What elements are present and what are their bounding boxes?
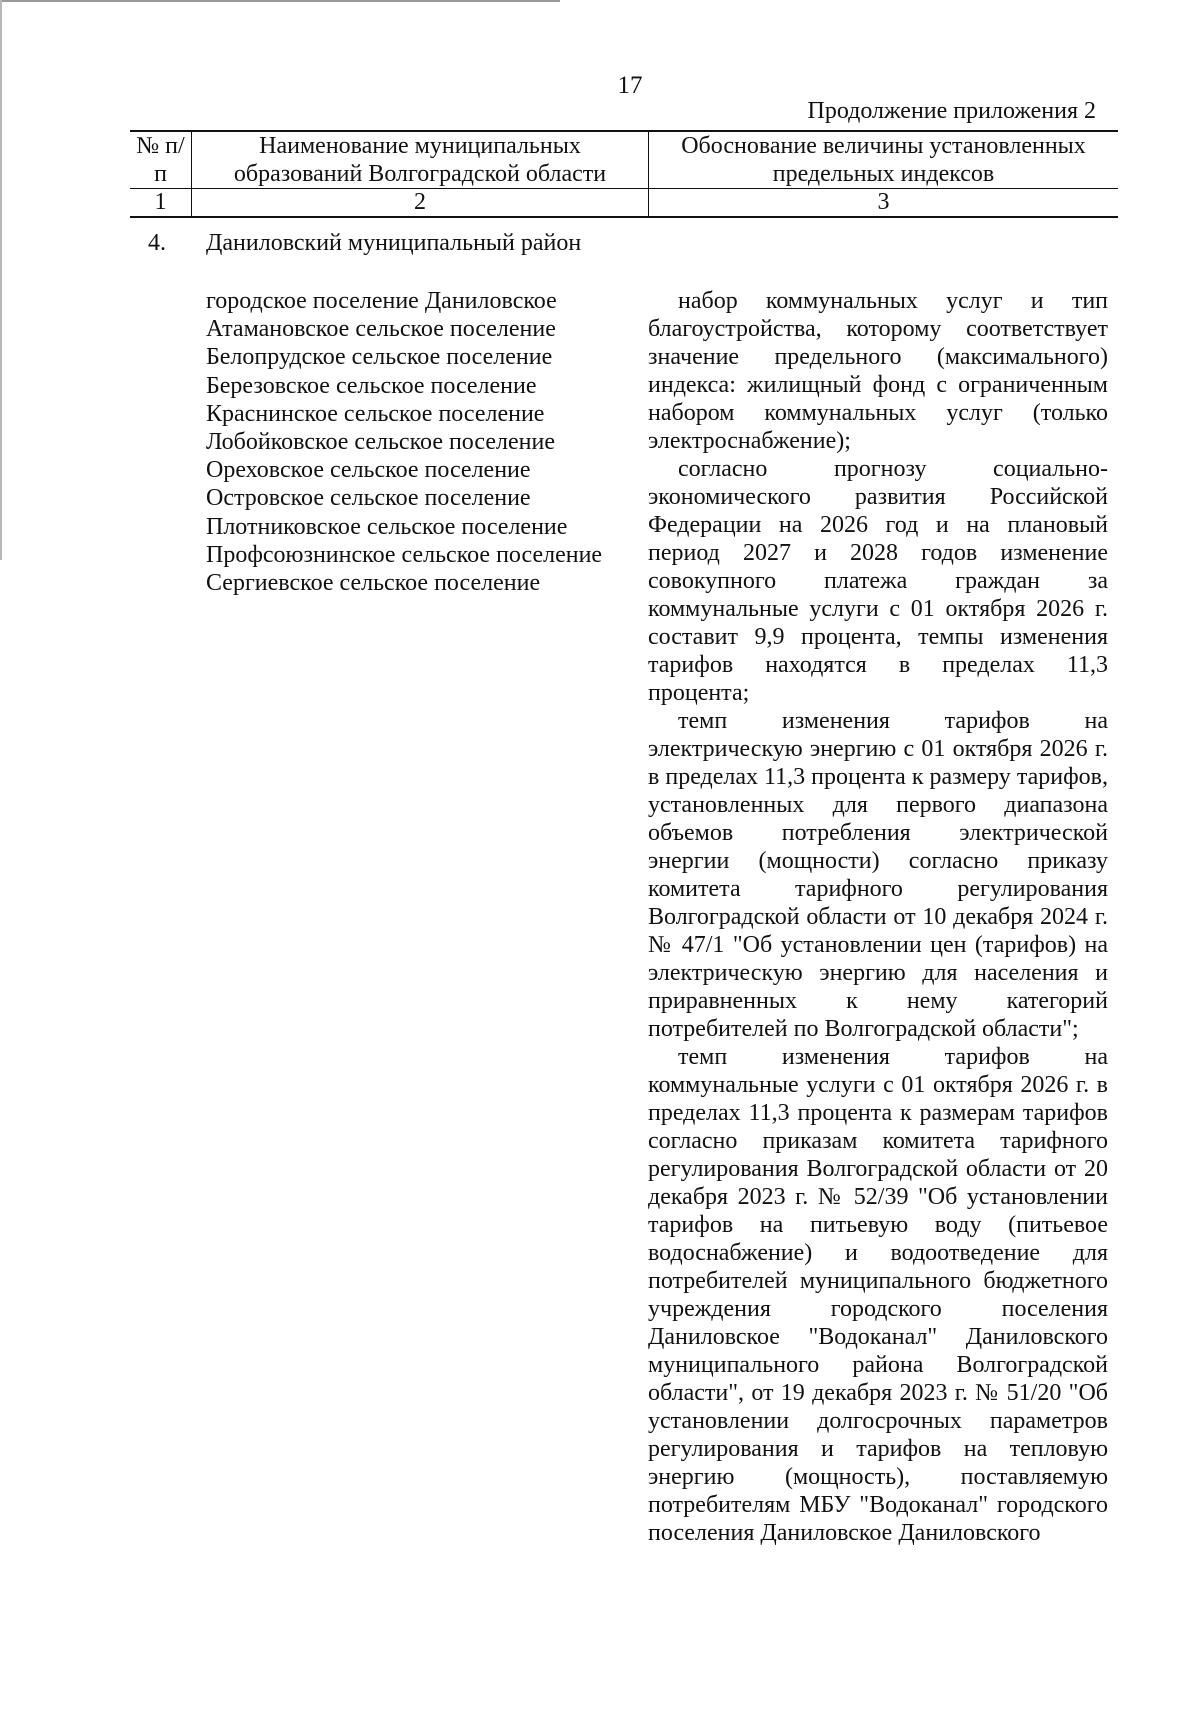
section-heading <box>148 230 581 257</box>
column-number-3: 3 <box>649 189 1119 218</box>
settlement-item: Ореховское сельское поселение <box>206 457 531 484</box>
section-title: Даниловский муниципальный район <box>206 230 582 256</box>
header-col-justification: Обоснование величины установленных предельных индексов <box>649 131 1119 189</box>
justification-paragraph: согласно прогнозу социально-экономического развития Российской Федерации на 2026 год и на плановый период 2027 и 2028 годов изменение совокупного платежа граждан за коммунальные услуги с 01 октября 2026 г. составит 9,9 процента, темпы изменения тарифов находятся в пределах 11,3 процента; <box>648 456 1108 706</box>
settlement-item: Сергиевское сельское поселение <box>206 570 541 597</box>
continuation-label: Продолжение приложения 2 <box>807 98 1096 124</box>
settlement-item: Лобойковское сельское поселение <box>206 429 555 456</box>
settlement-item: городское поселение Даниловское <box>206 288 557 314</box>
justification-paragraph: темп изменения тарифов на электрическую энергию с 01 октября 2026 г. в пределах 11,3 процента к размеру тарифов, установленных для первого диапазона объемов потребления электрической энергии (мощности) согласно приказу комитета тарифного регулирования Волгоградской области от 10 декабря 2024 г. № 47/1 "Об установлении цен (тарифов) на электрическую энергию для населения и приравненных к нему категорий потребителей по Волгоградской области"; <box>648 708 1108 1042</box>
settlement-item: Березовское сельское поселение <box>206 372 537 399</box>
column-number-2: 2 <box>192 189 649 218</box>
header-table <box>130 130 1118 218</box>
justification-paragraph: темп изменения тарифов на коммунальные услуги с 01 октября 2026 г. в пределах 11,3 процента к размерам тарифов согласно приказам комитета тарифного регулирования Волгоградской области от 20 декабря 2023 г. № 52/39 "Об установлении тарифов на питьевую воду (питьевое водоснабжение) и водоотведение для потребителей муниципального бюджетного учреждения городского поселения Даниловское "Водоканал" Даниловского муниципального района Волгоградской области", от 19 декабря 2023 г. № 51/20 "Об установлении долгосрочных параметров регулирования и тарифов на тепловую энергию (мощность), поставляемую потребителям МБУ "Водоканал" городского поселения Даниловское Даниловского <box>648 1044 1108 1546</box>
settlement-item: Плотниковское сельское поселение <box>206 513 568 540</box>
justification-paragraph: набор коммунальных услуг и тип благоустройства, которому соответствует значение предельного (максимального) индекса: жилищный фонд с ограниченным набором коммунальных услуг (только электроснабжение); <box>648 288 1108 454</box>
header-col-municipality: Наименование муниципальных образований Волгоградской области <box>192 131 649 189</box>
header-row <box>130 131 1118 189</box>
section-number: 4. <box>148 230 166 256</box>
header-col-number: № п/п <box>130 131 192 189</box>
settlement-item: Краснинское сельское поселение <box>206 400 545 427</box>
settlement-item: Островское сельское поселение <box>206 485 531 512</box>
settlement-item: Профсоюзнинское сельское поселение <box>206 541 603 568</box>
settlement-item: Белопрудское сельское поселение <box>206 344 553 371</box>
justification-text <box>648 287 1108 1547</box>
settlement-item: Атамановское сельское поселение <box>206 316 556 343</box>
scan-edge-top <box>0 0 560 2</box>
settlement-list <box>206 287 602 597</box>
column-number-1: 1 <box>130 189 192 218</box>
column-number-row <box>130 189 1118 218</box>
page-number: 17 <box>617 72 643 99</box>
